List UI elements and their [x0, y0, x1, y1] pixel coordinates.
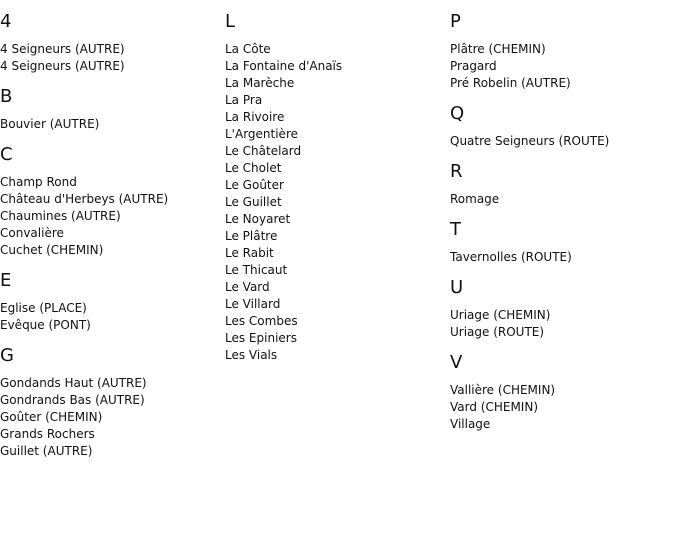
place-list-item — [450, 191, 670, 208]
place-link[interactable]: Pré Robelin (AUTRE) — [450, 76, 571, 90]
place-list-item — [225, 92, 445, 109]
place-list-item — [0, 242, 220, 259]
place-list-item — [0, 409, 220, 426]
place-link[interactable]: Le Vard — [225, 280, 270, 294]
letter-group — [450, 103, 670, 150]
letter-heading: 4 — [0, 11, 12, 32]
place-list-item — [225, 41, 445, 58]
place-list-item — [0, 443, 220, 460]
place-list-item — [225, 126, 445, 143]
place-link[interactable]: Eglise (PLACE) — [0, 301, 87, 315]
place-list — [450, 133, 670, 150]
place-list-item — [450, 382, 670, 399]
place-list-item — [0, 174, 220, 191]
place-list-item — [450, 399, 670, 416]
letter-heading: R — [450, 161, 463, 182]
place-link[interactable]: La Fontaine d'Anaïs — [225, 59, 343, 73]
letter-group — [450, 161, 670, 208]
index-column-1 — [0, 0, 220, 470]
place-link[interactable]: Grands Rochers — [0, 427, 95, 441]
place-link[interactable]: Bouvier (AUTRE) — [0, 117, 100, 131]
place-link[interactable]: Le Thicaut — [225, 263, 288, 277]
place-link[interactable]: Evêque (PONT) — [0, 318, 91, 332]
place-list-item — [0, 392, 220, 409]
place-list-item — [450, 41, 670, 58]
place-link[interactable]: Chaumines (AUTRE) — [0, 209, 121, 223]
place-list-item — [0, 317, 220, 334]
letter-group — [0, 144, 220, 259]
place-list-item — [0, 41, 220, 58]
place-link[interactable]: Château d'Herbeys (AUTRE) — [0, 192, 169, 206]
place-link[interactable]: Le Châtelard — [225, 144, 302, 158]
place-link[interactable]: Goûter (CHEMIN) — [0, 410, 103, 424]
place-list — [0, 41, 220, 75]
letter-group — [450, 277, 670, 341]
place-link[interactable]: Uriage (CHEMIN) — [450, 308, 551, 322]
place-list-item — [225, 58, 445, 75]
place-link[interactable]: Plâtre (CHEMIN) — [450, 42, 546, 56]
place-list — [0, 300, 220, 334]
place-list-item — [0, 225, 220, 242]
place-list — [450, 382, 670, 433]
place-list-item — [225, 177, 445, 194]
letter-group — [0, 11, 220, 75]
letter-heading: V — [450, 352, 463, 373]
place-list — [225, 41, 445, 364]
place-list-item — [450, 58, 670, 75]
place-link[interactable]: Le Plâtre — [225, 229, 278, 243]
index-column-3 — [450, 0, 670, 443]
letter-group — [0, 345, 220, 460]
place-list-item — [450, 324, 670, 341]
place-link[interactable]: Le Goûter — [225, 178, 284, 192]
place-list — [450, 191, 670, 208]
place-list-item — [450, 75, 670, 92]
place-list-item — [0, 116, 220, 133]
place-list-item — [225, 347, 445, 364]
place-link[interactable]: Vard (CHEMIN) — [450, 400, 539, 414]
place-list — [450, 307, 670, 341]
place-link[interactable]: Uriage (ROUTE) — [450, 325, 545, 339]
letter-group — [0, 86, 220, 133]
place-list — [0, 116, 220, 133]
place-link[interactable]: Quatre Seigneurs (ROUTE) — [450, 134, 610, 148]
place-list-item — [225, 211, 445, 228]
place-link[interactable]: La Marèche — [225, 76, 295, 90]
place-link[interactable]: L'Argentière — [225, 127, 298, 141]
letter-group — [450, 352, 670, 433]
place-link[interactable]: La Pra — [225, 93, 263, 107]
place-link[interactable]: Les Combes — [225, 314, 298, 328]
place-list-item — [225, 228, 445, 245]
place-list-item — [225, 194, 445, 211]
place-list — [0, 375, 220, 460]
place-list-item — [450, 133, 670, 150]
letter-group — [450, 11, 670, 92]
letter-group — [0, 270, 220, 334]
place-link[interactable]: Le Guillet — [225, 195, 282, 209]
place-list-item — [225, 330, 445, 347]
letter-heading: P — [450, 11, 461, 32]
letter-group — [225, 11, 445, 364]
place-link[interactable]: 4 Seigneurs (AUTRE) — [0, 59, 125, 73]
place-link[interactable]: Romage — [450, 192, 500, 206]
place-list-item — [225, 313, 445, 330]
place-list-item — [225, 143, 445, 160]
place-list-item — [225, 262, 445, 279]
place-link[interactable]: Pragard — [450, 59, 497, 73]
place-link[interactable]: Cuchet (CHEMIN) — [0, 243, 104, 257]
letter-heading: C — [0, 144, 13, 165]
place-link[interactable]: Les Vials — [225, 348, 278, 362]
letter-group — [450, 219, 670, 266]
place-link[interactable]: Village — [450, 417, 491, 431]
place-link[interactable]: Le Noyaret — [225, 212, 291, 226]
place-list-item — [450, 416, 670, 433]
letter-heading: U — [450, 277, 464, 298]
letter-heading: G — [0, 345, 14, 366]
place-link[interactable]: Champ Rond — [0, 175, 77, 189]
place-link[interactable]: Le Villard — [225, 297, 281, 311]
place-link[interactable]: La Côte — [225, 42, 271, 56]
place-link[interactable]: Le Rabit — [225, 246, 274, 260]
place-list-item — [0, 58, 220, 75]
place-link[interactable]: Vallière (CHEMIN) — [450, 383, 556, 397]
place-link[interactable]: Tavernolles (ROUTE) — [450, 250, 572, 264]
place-link[interactable]: Gondrands Bas (AUTRE) — [0, 393, 145, 407]
place-list-item — [450, 307, 670, 324]
place-link[interactable]: La Rivoire — [225, 110, 285, 124]
place-list-item — [225, 75, 445, 92]
place-list-item — [225, 279, 445, 296]
place-list — [450, 249, 670, 266]
place-link[interactable]: Guillet (AUTRE) — [0, 444, 93, 458]
place-list-item — [0, 300, 220, 317]
letter-heading: Q — [450, 103, 465, 124]
letter-heading: E — [0, 270, 12, 291]
place-list-item — [0, 191, 220, 208]
index-column-2 — [225, 0, 445, 374]
place-link[interactable]: Convalière — [0, 226, 64, 240]
letter-heading: B — [0, 86, 13, 107]
place-list-item — [225, 296, 445, 313]
place-list — [450, 41, 670, 92]
place-list-item — [225, 109, 445, 126]
place-list-item — [0, 426, 220, 443]
place-link[interactable]: Gondands Haut (AUTRE) — [0, 376, 147, 390]
place-list — [0, 174, 220, 259]
place-link[interactable]: Les Epiniers — [225, 331, 297, 345]
place-list-item — [0, 375, 220, 392]
letter-heading: L — [225, 11, 236, 32]
place-list-item — [225, 245, 445, 262]
place-list-item — [225, 160, 445, 177]
place-list-item — [450, 249, 670, 266]
place-list-item — [0, 208, 220, 225]
letter-heading: T — [450, 219, 461, 240]
place-link[interactable]: 4 Seigneurs (AUTRE) — [0, 42, 125, 56]
place-link[interactable]: Le Cholet — [225, 161, 282, 175]
